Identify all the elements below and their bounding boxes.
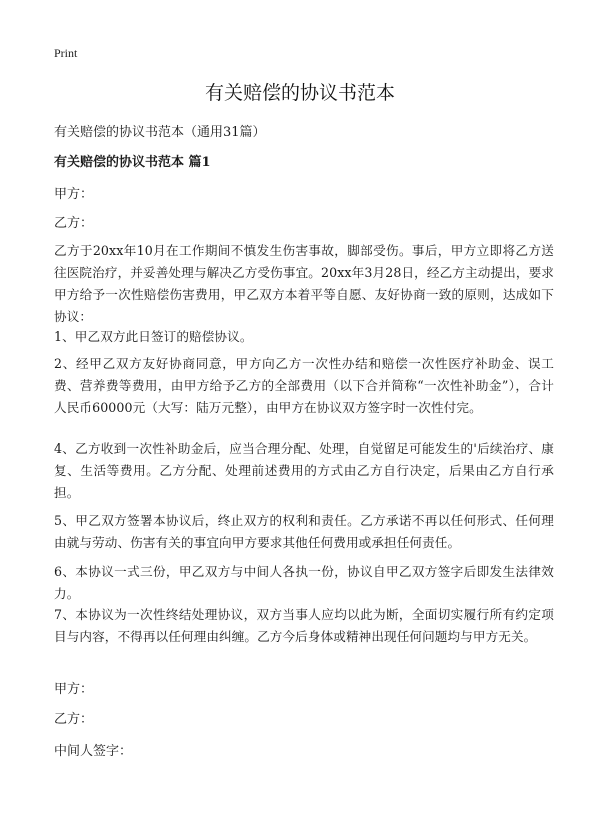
paragraph-clause-4: 4、乙方收到一次性补助金后，应当合理分配、处理，自觉留足可能发生的'后续治疗、康复、生活等费用。乙方分配、处理前述费用的方式由乙方自行决定，后果由乙方自行承担。 — [54, 441, 554, 500]
paragraph-clause-2: 2、经甲乙双方友好协商同意，甲方向乙方一次性办结和赔偿一次性医疗补助金、误工费、营养费等费用，由甲方给予乙方的全部费用（以下合并简称“一次性补助金”），合计人民币60000元（大写：陆万元整），由甲方在协议双方签字时一次性付完。 — [54, 356, 554, 415]
document-title: 有关赔偿的协议书范本 — [204, 82, 395, 104]
document-subtitle: 有关赔偿的协议书范本（通用31篇） — [54, 125, 266, 140]
paragraph-intro: 乙方于20xx年10月在工作期间不慎发生伤害事故，脚部受伤。事后，甲方立即将乙方送往医院治疗，并妥善处理与解决乙方受伤事宜。20xx年3月28日，经乙方主动提出，要求甲方给予一次性赔偿伤害费用，甲乙双方本着平等自愿、友好协商一致的原则，达成如下协议： — [54, 243, 554, 324]
party-b-label: 乙方： — [54, 216, 94, 231]
signature-middleman: 中间人签字： — [54, 744, 133, 759]
party-a-label: 甲方： — [54, 187, 94, 202]
paragraph-clause-1: 1、甲乙双方此日签订的赔偿协议。 — [54, 329, 253, 344]
paragraph-clause-5: 5、甲乙双方签署本协议后，终止双方的权利和责任。乙方承诺不再以任何形式、任何理由就与劳动、伤害有关的事宜向甲方要求其他任何费用或承担任何责任。 — [54, 513, 554, 550]
section-title: 有关赔偿的协议书范本 篇1 — [54, 155, 211, 170]
paragraph-clause-7: 7、本协议为一次性终结处理协议，双方当事人应均以此为断，全面切实履行所有约定项目与内容，不得再以任何理由纠缠。乙方今后身体或精神出现任何问题均与甲方无关。 — [54, 607, 554, 644]
paragraph-clause-6: 6、本协议一式三份，甲乙双方与中间人各执一份，协议自甲乙双方签字后即发生法律效力。 — [54, 564, 554, 601]
print-link[interactable]: Print — [54, 46, 78, 60]
signature-party-a: 甲方： — [54, 682, 94, 697]
signature-party-b: 乙方： — [54, 712, 94, 727]
